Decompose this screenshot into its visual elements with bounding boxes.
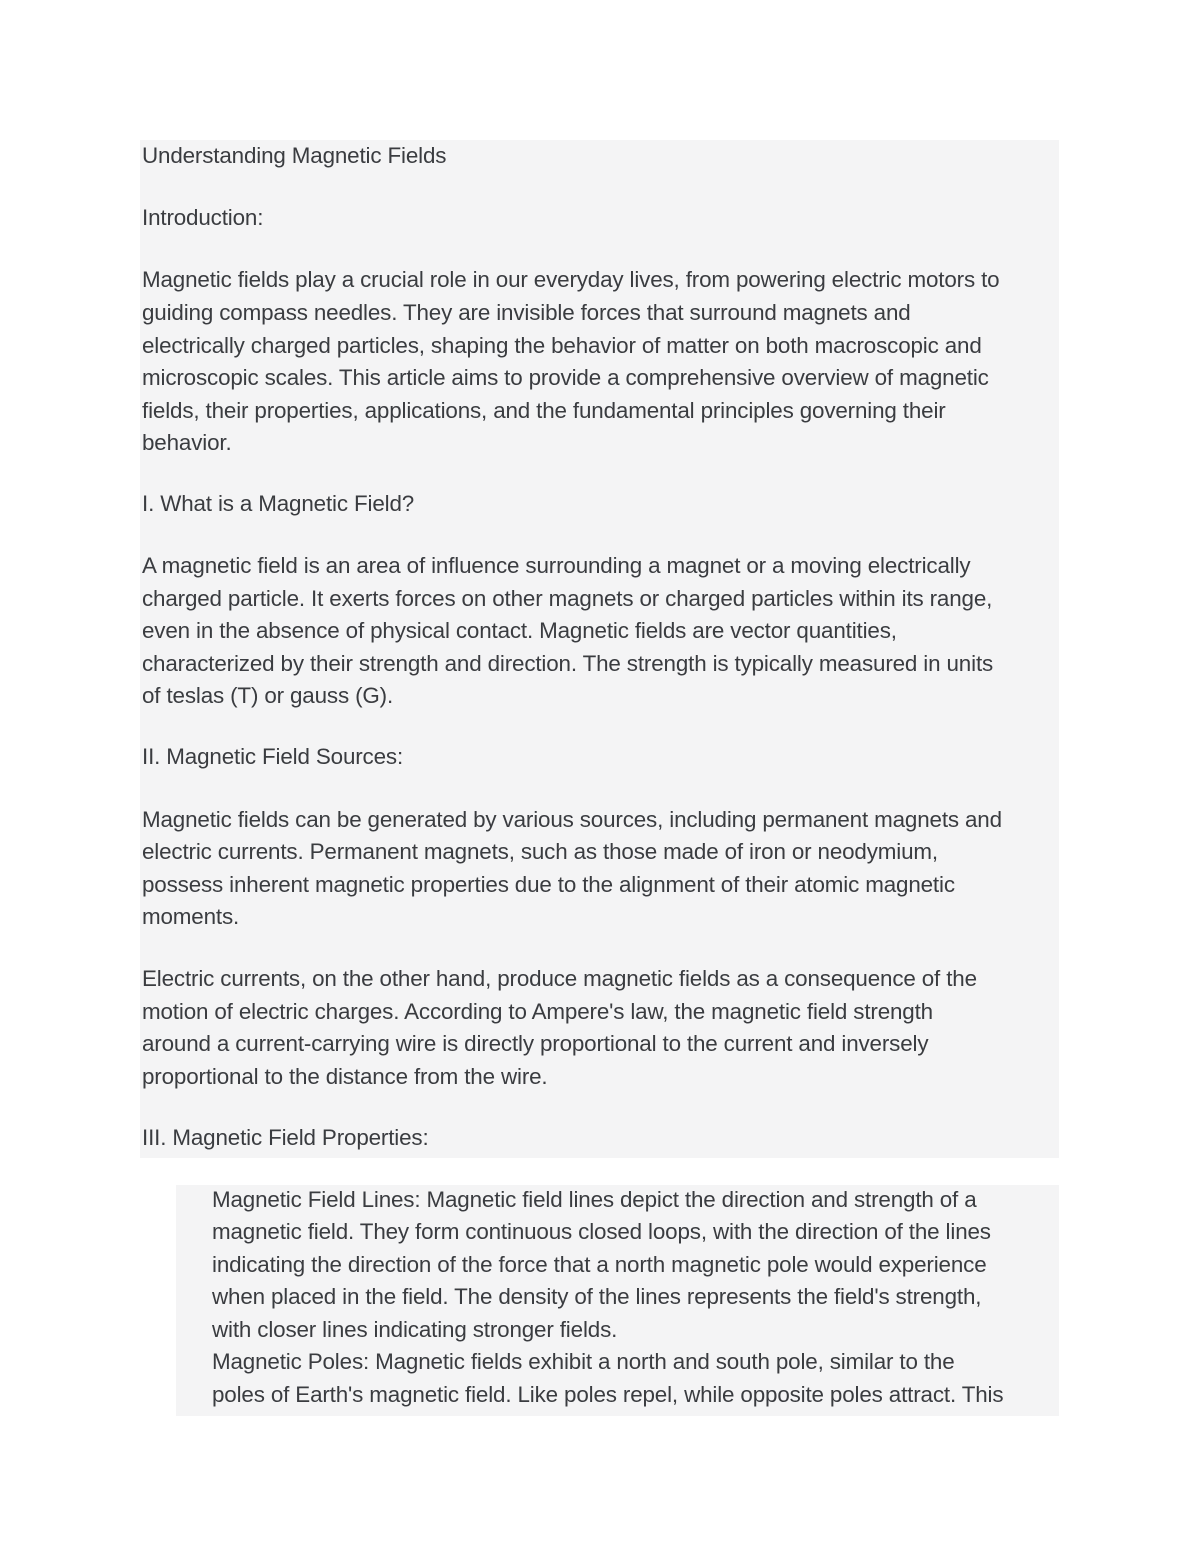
section2-paragraph-line: electric currents. Permanent magnets, such as those made of iron or neodymium, — [142, 839, 938, 864]
section3-heading: III. Magnetic Field Properties: — [142, 1125, 429, 1150]
section1-paragraph-line: even in the absence of physical contact. Magnetic fields are vector quantities, — [142, 618, 897, 643]
section1-paragraph-line: charged particle. It exerts forces on other magnets or charged particles within its range, — [142, 586, 993, 611]
list-item-line: Magnetic Field Lines: Magnetic field lines depict the direction and strength of a — [212, 1187, 977, 1212]
intro-paragraph-line: microscopic scales. This article aims to provide a comprehensive overview of magnetic — [142, 365, 989, 390]
list-item-line: poles of Earth's magnetic field. Like poles repel, while opposite poles attract. This — [212, 1382, 1004, 1407]
section1-paragraph-line: A magnetic field is an area of influence surrounding a magnet or a moving electrically — [142, 553, 971, 578]
section1-paragraph-line: of teslas (T) or gauss (G). — [142, 683, 394, 708]
list-item-line: when placed in the field. The density of the lines represents the field's strength, — [212, 1284, 982, 1309]
intro-paragraph-line: fields, their properties, applications, and the fundamental principles governing their — [142, 398, 946, 423]
intro-paragraph-line: behavior. — [142, 430, 232, 455]
section1-heading: I. What is a Magnetic Field? — [142, 491, 415, 516]
section2-heading: II. Magnetic Field Sources: — [142, 744, 404, 769]
section2-paragraph-line: proportional to the distance from the wire. — [142, 1064, 548, 1089]
intro-paragraph-line: guiding compass needles. They are invisible forces that surround magnets and — [142, 300, 911, 325]
section2-paragraph-line: motion of electric charges. According to Ampere's law, the magnetic field strength — [142, 999, 933, 1024]
document-title: Understanding Magnetic Fields — [142, 143, 447, 168]
section2-paragraph-line: moments. — [142, 904, 240, 929]
section2-paragraph-line: Electric currents, on the other hand, produce magnetic fields as a consequence of the — [142, 966, 977, 991]
list-item-line: Magnetic Poles: Magnetic fields exhibit a north and south pole, similar to the — [212, 1349, 955, 1374]
list-item-line: magnetic field. They form continuous closed loops, with the direction of the lines — [212, 1219, 991, 1244]
section2-paragraph-line: around a current-carrying wire is directly proportional to the current and inversely — [142, 1031, 929, 1056]
list-item-line: indicating the direction of the force that a north magnetic pole would experience — [212, 1252, 987, 1277]
intro-paragraph-line: electrically charged particles, shaping the behavior of matter on both macroscopic and — [142, 333, 982, 358]
intro-paragraph-line: Magnetic fields play a crucial role in our everyday lives, from powering electric motors to — [142, 267, 1000, 292]
section2-paragraph-line: possess inherent magnetic properties due to the alignment of their atomic magnetic — [142, 872, 955, 897]
section2-paragraph-line: Magnetic fields can be generated by various sources, including permanent magnets and — [142, 807, 1002, 832]
list-item-line: with closer lines indicating stronger fields. — [212, 1317, 618, 1342]
section1-paragraph-line: characterized by their strength and direction. The strength is typically measured in units — [142, 651, 994, 676]
intro-heading: Introduction: — [142, 205, 264, 230]
